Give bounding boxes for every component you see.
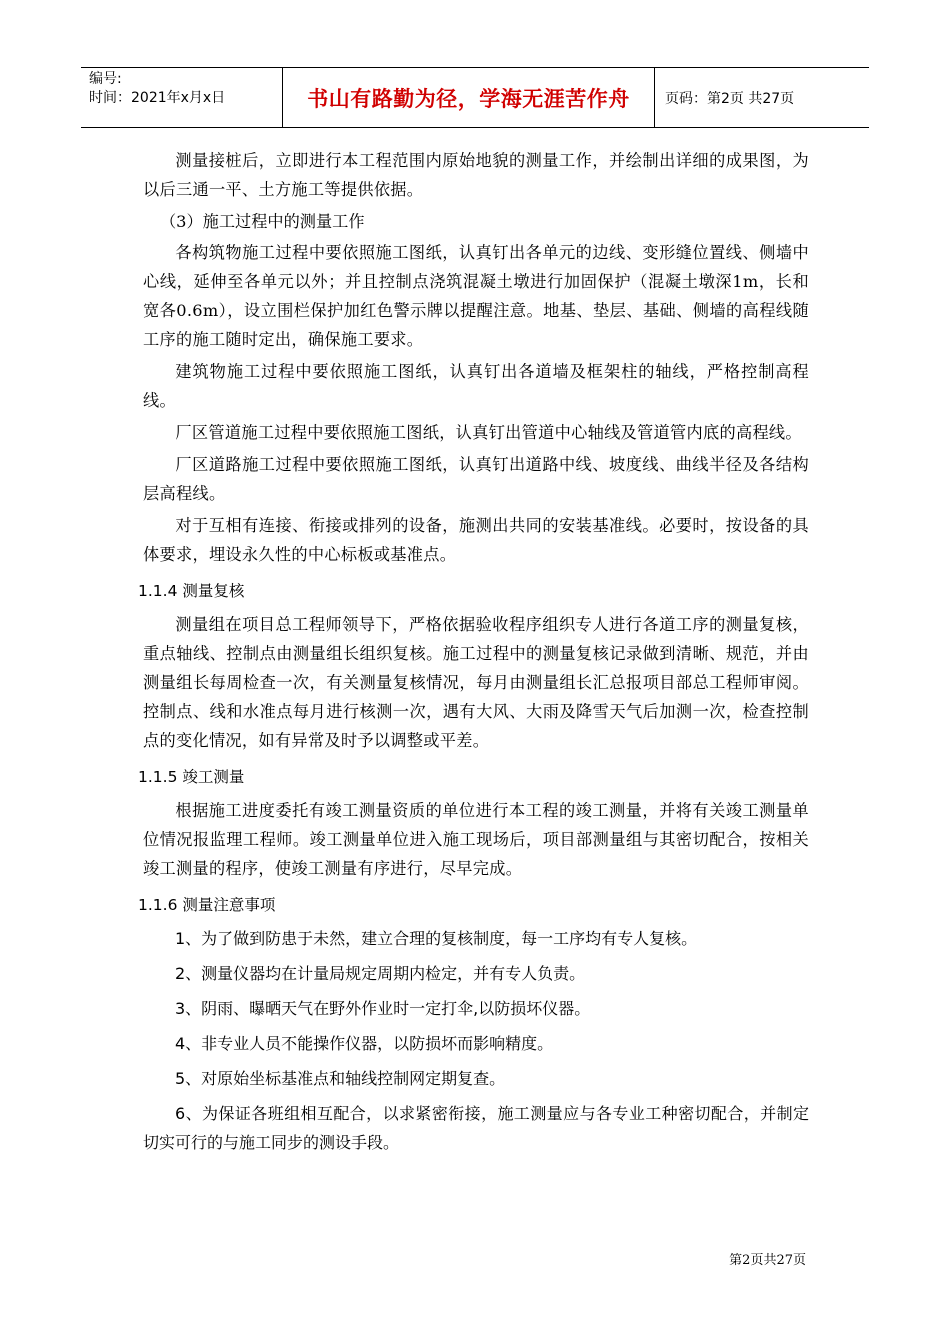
page-footer: 第2页共27页 [729,1253,806,1268]
paragraph: 对于互相有连接、衔接或排列的设备，施测出共同的安装基准线。必要时，按设备的具体要求，埋设永久性的中心标板或基准点。 [143,516,809,564]
section-heading: 1.1.5 竣工测量 [138,768,245,786]
paragraph: 建筑物施工过程中要依照施工图纸，认真钉出各道墙及框架柱的轴线，严格控制高程线。 [143,362,809,410]
paragraph: 根据施工进度委托有竣工测量资质的单位进行本工程的竣工测量，并将有关竣工测量单位情况报监理工程师。竣工测量单位进入施工现场后，项目部测量组与其密切配合，按相关竣工测量的程序，使竣工测量有序进行，尽早完成。 [143,801,809,878]
paragraph: 测量接桩后，立即进行本工程范围内原始地貌的测量工作，并绘制出详细的成果图，为以后三通一平、土方施工等提供依据。 [143,151,809,199]
section-heading: 1.1.6 测量注意事项 [138,896,276,914]
list-item: 5、对原始坐标基准点和轴线控制网定期复查。 [175,1069,506,1088]
header-page-label: 页码：第2页 共27页 [665,90,795,107]
list-item: 4、非专业人员不能操作仪器，以防损坏而影响精度。 [175,1034,554,1053]
list-item: 1、为了做到防患于未然，建立合理的复核制度，每一工序均有专人复核。 [175,929,698,948]
section-heading: 1.1.4 测量复核 [138,582,245,600]
time-label: 时间：2021年x月x日 [89,90,226,106]
document-header [81,67,869,128]
document-body [138,146,809,1163]
list-item: 6、为保证各班组相互配合，以求紧密衔接，施工测量应与各专业工种密切配合，并制定切实可行的与施工同步的测设手段。 [143,1104,809,1152]
header-meta-cell [81,68,283,127]
paragraph: 厂区道路施工过程中要依照施工图纸，认真钉出道路中线、坡度线、曲线半径及各结构层高程线。 [143,455,809,503]
paragraph: 测量组在项目总工程师领导下，严格依据验收程序组织专人进行各道工序的测量复核，重点轴线、控制点由测量组长组织复核。施工过程中的测量复核记录做到清晰、规范，并由测量组长每周检查一次，有关测量复核情况，每月由测量组长汇总报项目部总工程师审阅。控制点、线和水准点每月进行核测一次，遇有大风、大雨及降雪天气后加测一次，检查控制点的变化情况，如有异常及时予以调整或平差。 [143,615,809,750]
paragraph: 厂区管道施工过程中要依照施工图纸，认真钉出管道中心轴线及管道管内底的高程线。 [175,423,802,442]
subheading: （3）施工过程中的测量工作 [160,212,365,231]
header-motto: 书山有路勤为径，学海无涯苦作舟 [283,68,655,127]
paragraph: 各构筑物施工过程中要依照施工图纸，认真钉出各单元的边线、变形缝位置线、侧墙中心线，延伸至各单元以外；并且控制点浇筑混凝土墩进行加固保护（混凝土墩深1m，长和宽各0.6m），设立围栏保护加红色警示牌以提醒注意。地基、垫层、基础、侧墙的高程线随工序的施工随时定出，确保施工要求。 [143,243,809,349]
list-item: 2、测量仪器均在计量局规定周期内检定，并有专人负责。 [175,964,586,983]
number-label: 编号: [89,71,122,87]
list-item: 3、阴雨、曝晒天气在野外作业时一定打伞,以防损坏仪器。 [175,999,591,1018]
